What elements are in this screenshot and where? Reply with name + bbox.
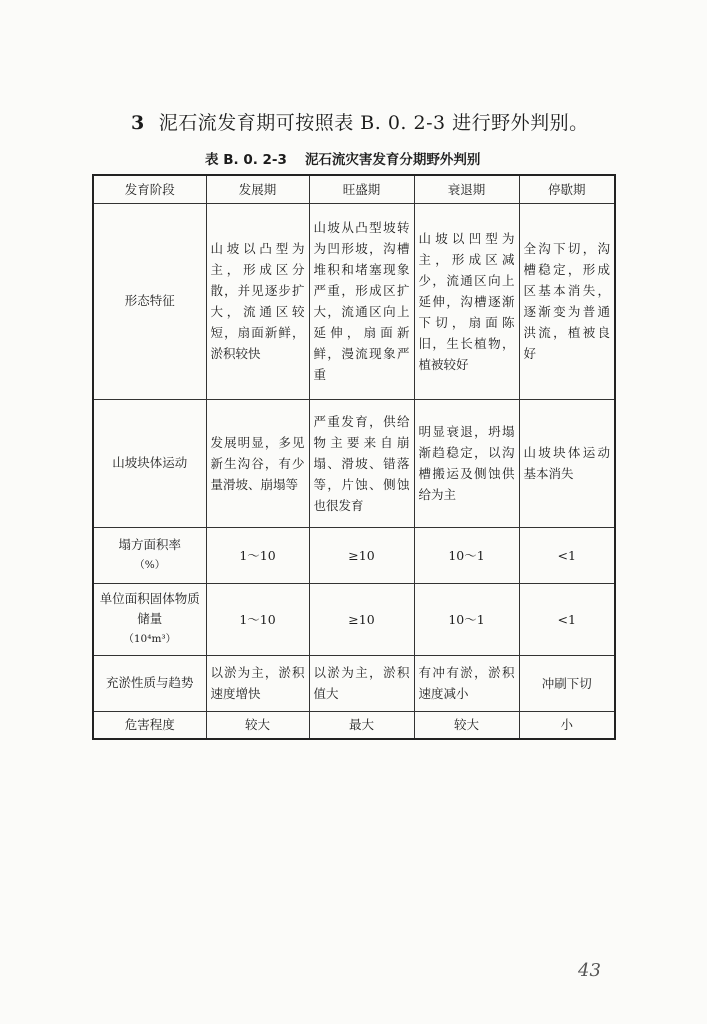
row-label: 充淤性质与趋势 xyxy=(93,655,206,711)
table-cell: 1～10 xyxy=(206,527,309,583)
row-label: 形态特征 xyxy=(93,203,206,399)
table-cell: 以淤为主，淤积速度增快 xyxy=(206,655,309,711)
table-cell: 小 xyxy=(519,711,615,739)
table-row xyxy=(93,583,615,655)
table-header-row xyxy=(93,175,615,203)
table-row xyxy=(93,203,615,399)
table-cell: 全沟下切，沟槽稳定，形成区基本消失，逐渐变为普通洪流，植被良好 xyxy=(519,203,615,399)
clause-number: 3 xyxy=(131,112,145,134)
table-cell: <1 xyxy=(519,583,615,655)
row-label-unit: （10⁴m³） xyxy=(123,633,177,645)
table-cell: 严重发育，供给物主要来自崩塌、滑坡、错落等，片蚀、侧蚀也很发育 xyxy=(309,399,414,527)
table-title: 泥石流灾害发育分期野外判别 xyxy=(304,152,481,168)
row-label xyxy=(93,527,206,583)
row-label-text: 塌方面积率 xyxy=(118,537,181,552)
header-development: 发展期 xyxy=(206,175,309,203)
clause-text xyxy=(131,108,589,135)
table-row xyxy=(93,399,615,527)
clause-body: 泥石流发育期可按照表 B. 0. 2-3 进行野外判别。 xyxy=(158,112,589,134)
table-cell: 山坡以凸型为主，形成区分散，并见逐步扩大，流通区较短，扇面新鲜，淤积较快 xyxy=(206,203,309,399)
table-cell: 发展明显，多见新生沟谷，有少量滑坡、崩塌等 xyxy=(206,399,309,527)
debris-flow-stage-table xyxy=(92,174,616,740)
table-caption xyxy=(205,148,480,168)
row-label-unit: （%） xyxy=(134,559,166,571)
table-cell: 明显衰退，坍塌渐趋稳定，以沟槽搬运及侧蚀供给为主 xyxy=(414,399,519,527)
header-stage: 发育阶段 xyxy=(93,175,206,203)
table-cell: 有冲有淤，淤积速度减小 xyxy=(414,655,519,711)
table-cell: ≥10 xyxy=(309,583,414,655)
header-decline: 衰退期 xyxy=(414,175,519,203)
table-row xyxy=(93,655,615,711)
row-label: 山坡块体运动 xyxy=(93,399,206,527)
header-dormant: 停歇期 xyxy=(519,175,615,203)
table-cell: <1 xyxy=(519,527,615,583)
table-cell: 10～1 xyxy=(414,527,519,583)
table-row xyxy=(93,711,615,739)
table-cell: 1～10 xyxy=(206,583,309,655)
table-cell: 以淤为主，淤积值大 xyxy=(309,655,414,711)
table-cell: 山坡块体运动基本消失 xyxy=(519,399,615,527)
header-vigorous: 旺盛期 xyxy=(309,175,414,203)
table-cell: 最大 xyxy=(309,711,414,739)
table-cell: 冲刷下切 xyxy=(519,655,615,711)
table-cell: 山坡从凸型坡转为凹形坡，沟槽堆积和堵塞现象严重，形成区扩大，流通区向上延伸，扇面新鲜，漫流现象严重 xyxy=(309,203,414,399)
table-cell: 较大 xyxy=(206,711,309,739)
table-cell: ≥10 xyxy=(309,527,414,583)
row-label xyxy=(93,583,206,655)
table-number: 表 B. 0. 2-3 xyxy=(205,152,287,168)
table-cell: 山坡以凹型为主，形成区减少，流通区向上延伸，沟槽逐渐下切，扇面陈旧，生长植物，植被较好 xyxy=(414,203,519,399)
row-label: 危害程度 xyxy=(93,711,206,739)
table-cell: 10～1 xyxy=(414,583,519,655)
table-cell: 较大 xyxy=(414,711,519,739)
row-label-text: 单位面积固体物质储量 xyxy=(99,591,200,626)
table-row xyxy=(93,527,615,583)
page-number: 43 xyxy=(578,960,601,981)
